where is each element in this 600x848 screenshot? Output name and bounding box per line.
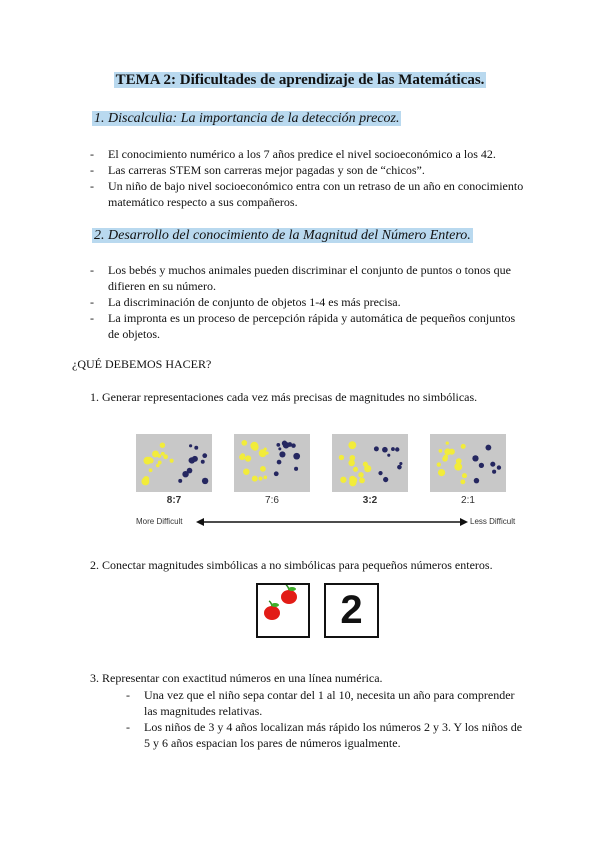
list-item: - Los niños de 3 y 4 años localizan más rápido los números 2 y 3. Y los niños de <box>126 720 523 734</box>
yellow-dot <box>449 449 455 455</box>
yellow-dot <box>454 463 462 471</box>
navy-dot <box>189 458 193 462</box>
apple-icon <box>281 585 297 604</box>
yellow-dot <box>163 454 168 459</box>
dot-panel <box>332 434 408 492</box>
navy-dot <box>202 478 208 484</box>
step-2: 2. Conectar magnitudes simbólicas a no simbólicas para pequeños números enteros. <box>90 558 493 572</box>
navy-dot <box>382 447 388 453</box>
list-item: - Las carreras STEM son carreras mejor pagadas y son de “chicos”. <box>90 163 425 177</box>
navy-dot <box>474 478 479 483</box>
yellow-dot <box>243 468 249 474</box>
yellow-dot <box>160 442 165 447</box>
arrow-left-head <box>196 518 204 526</box>
magnitude-figure <box>136 434 528 534</box>
yellow-dot <box>366 468 370 472</box>
apples-card <box>256 583 310 638</box>
navy-dot <box>490 462 495 467</box>
step-3-list <box>126 687 546 751</box>
navy-dot <box>387 454 390 457</box>
yellow-dot <box>349 476 356 483</box>
navy-dot <box>293 453 300 460</box>
yellow-dot <box>438 469 445 476</box>
list-item: - Los bebés y muchos animales pueden discriminar el conjunto de puntos o tonos que <box>90 263 511 277</box>
navy-dot <box>202 453 207 458</box>
navy-dot <box>274 471 279 476</box>
yellow-dot <box>263 476 267 480</box>
list-item: - Un niño de bajo nivel socioeconómico entra con un retraso de un año en conocimiento <box>90 179 524 193</box>
navy-dot <box>182 471 188 477</box>
navy-dot <box>399 462 402 465</box>
yellow-dot <box>252 476 258 482</box>
navy-dot <box>291 443 296 448</box>
yellow-dot <box>239 454 245 460</box>
navy-dot <box>282 441 287 446</box>
list-item-continuation: 5 y 6 años espacian los pares de números igualmente. <box>144 736 401 750</box>
step-1: 1. Generar representaciones cada vez más precisas de magnitudes no simbólicas. <box>90 390 478 404</box>
yellow-dot <box>158 461 162 465</box>
list-item-continuation: difieren en su número. <box>108 279 216 293</box>
navy-dot <box>383 477 388 482</box>
yellow-dot <box>146 457 152 463</box>
list-item-continuation: de objetos. <box>108 327 160 341</box>
yellow-dot <box>348 441 356 449</box>
navy-dot <box>278 447 281 450</box>
yellow-dot <box>141 478 149 486</box>
page-title: TEMA 2: Dificultades de aprendizaje de las Matemáticas. <box>115 72 485 88</box>
navy-dot <box>492 470 496 474</box>
arrow-right-head <box>460 518 468 526</box>
navy-dot <box>374 446 379 451</box>
navy-dot <box>294 467 298 471</box>
navy-dot <box>201 460 205 464</box>
question-heading: ¿QUÉ DEBEMOS HACER? <box>72 357 212 371</box>
section-2-list <box>90 262 530 342</box>
navy-dot <box>277 460 282 465</box>
yellow-dot <box>359 478 365 484</box>
yellow-dot <box>157 454 161 458</box>
section-1-list <box>90 146 530 210</box>
ratio-label: 2:1 <box>461 495 475 506</box>
yellow-dot <box>446 442 449 445</box>
yellow-dot <box>353 467 358 472</box>
navy-dot <box>391 447 395 451</box>
step-3: 3. Representar con exactitud números en una línea numérica. <box>90 671 383 685</box>
ratio-label: 3:2 <box>362 495 378 506</box>
yellow-dot <box>439 449 443 453</box>
yellow-dot <box>462 473 467 478</box>
yellow-dot <box>241 440 247 446</box>
navy-dot <box>472 455 478 461</box>
list-item-continuation: matemático respecto a sus compañeros. <box>108 195 298 209</box>
yellow-dot <box>460 479 465 484</box>
yellow-dot <box>266 452 269 455</box>
list-item: - Una vez que el niño sepa contar del 1 al 10, necesita un año para comprender <box>126 688 515 702</box>
section-2-heading: 2. Desarrollo del conocimiento de la Magnitud del Número Entero. <box>94 228 471 243</box>
list-item: - La impronta es un proceso de percepción rápida y automática de pequeños conjuntos <box>90 311 516 325</box>
navy-dot <box>479 463 484 468</box>
navy-dot <box>276 443 280 447</box>
list-item: - El conocimiento numérico a los 7 años predice el nivel socioeconómico a los 42. <box>90 147 496 161</box>
ratio-label: 7:6 <box>265 495 279 506</box>
navy-dot <box>194 446 198 450</box>
less-difficult-label: Less Difficult <box>470 517 516 526</box>
navy-dot <box>279 451 285 457</box>
apple-icon <box>264 601 280 620</box>
yellow-dot <box>149 468 153 472</box>
yellow-dot <box>245 455 251 461</box>
yellow-dot <box>156 464 160 468</box>
yellow-dot <box>258 476 262 480</box>
yellow-dot <box>461 444 466 449</box>
list-item: - La discriminación de conjunto de objetos 1-4 es más precisa. <box>90 295 401 309</box>
apple-icon <box>258 585 308 636</box>
ratio-label: 8:7 <box>166 495 182 506</box>
yellow-dot <box>170 459 174 463</box>
list-item-continuation: las magnitudes relativas. <box>144 704 263 718</box>
more-difficult-label: More Difficult <box>136 517 183 526</box>
navy-dot <box>397 465 402 470</box>
number-card <box>324 583 379 638</box>
yellow-dot <box>340 477 346 483</box>
yellow-dot <box>358 472 364 478</box>
yellow-dot <box>264 447 267 450</box>
yellow-dot <box>443 455 448 460</box>
number-symbol: 2 <box>340 588 363 632</box>
section-1-heading: 1. Discalculia: La importancia de la detección precoz. <box>94 111 400 126</box>
navy-dot <box>497 465 501 469</box>
yellow-dot <box>252 444 259 451</box>
yellow-dot <box>260 466 266 472</box>
yellow-dot <box>348 460 355 467</box>
navy-dot <box>395 447 399 451</box>
navy-dot <box>378 471 382 475</box>
difficulty-arrow <box>136 516 528 530</box>
yellow-dot <box>339 455 344 460</box>
dot-panels <box>136 434 528 494</box>
navy-dot <box>178 479 182 483</box>
navy-dot <box>189 444 192 447</box>
navy-dot <box>485 445 491 451</box>
yellow-dot <box>437 462 441 466</box>
